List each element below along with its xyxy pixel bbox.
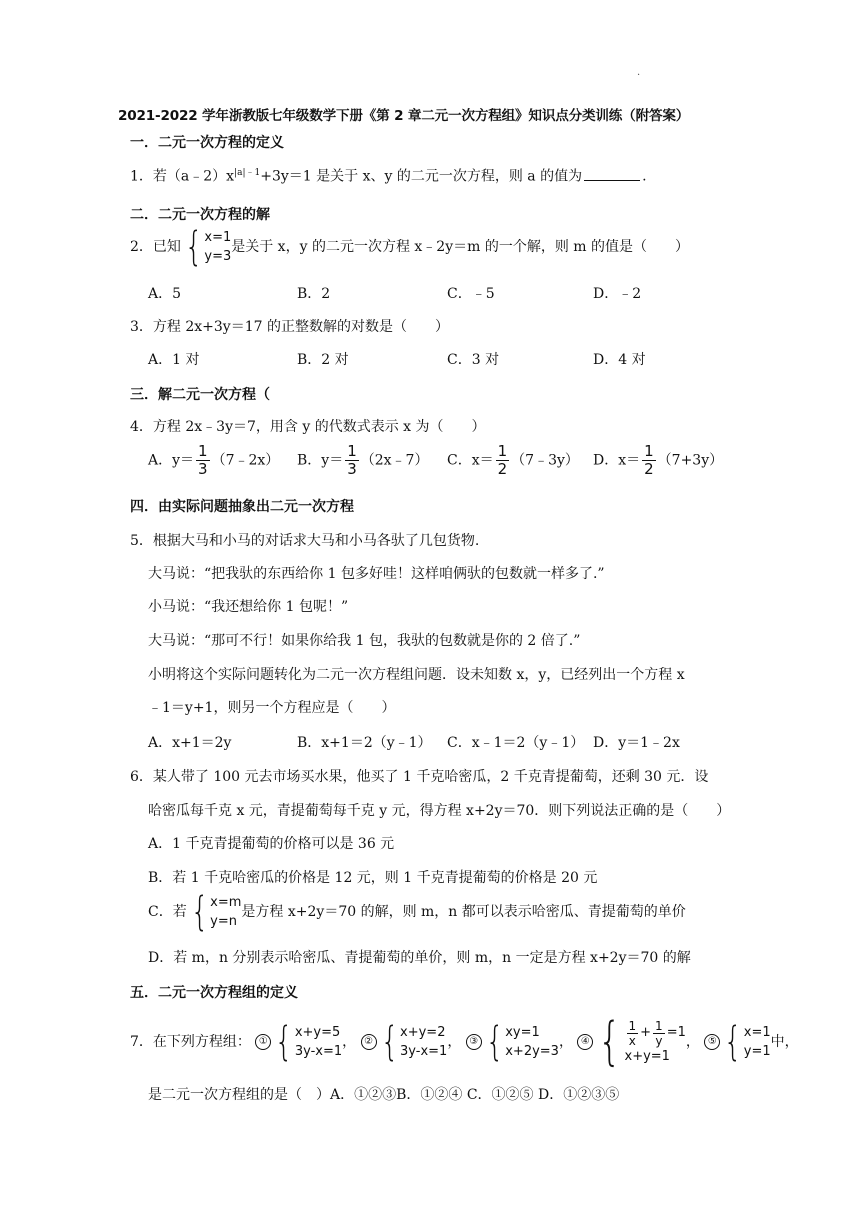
- q7s4-row2: x+y=1: [624, 1048, 670, 1064]
- q4-option-b[interactable]: [297, 443, 428, 478]
- brace-icon: {: [380, 1019, 399, 1065]
- q7s2-row1: x+y=2: [400, 1025, 446, 1040]
- brace-icon: {: [275, 1019, 294, 1065]
- q4-option-c[interactable]: [447, 443, 579, 478]
- circled-4-icon: ④: [577, 1034, 593, 1050]
- q7s4-frac1-num: 1: [628, 1018, 637, 1033]
- q6-option-a[interactable]: A．1 千克青提葡萄的价格可以是 36 元: [148, 836, 395, 852]
- q3-option-b[interactable]: B．2 对: [297, 352, 349, 368]
- q4a-pre: A．y＝: [148, 452, 195, 469]
- q6c-sys-row1: x=m: [210, 895, 242, 910]
- question-1: [130, 165, 647, 186]
- q2-post: 是关于 x，y 的二元一次方程 x﹣2y＝m 的一个解，则 m 的值是（ ）: [231, 239, 690, 255]
- q7-system-4: [577, 1012, 686, 1072]
- q1-number: 1．: [130, 168, 153, 185]
- q7s4-frac2-num: 1: [655, 1018, 663, 1033]
- q6-option-b[interactable]: B．若 1 千克哈密瓜的价格是 12 元，则 1 千克青提葡萄的价格是 20 元: [148, 870, 598, 886]
- q4c-pre: C．x＝: [447, 452, 494, 469]
- q7s1-row2: 3y-x=1: [294, 1044, 343, 1059]
- q4c-num: 1: [497, 442, 508, 460]
- q6c-system: [187, 889, 242, 935]
- q7-pre: 7．在下列方程组：: [130, 1034, 251, 1050]
- q7-system-1: [255, 1019, 343, 1065]
- q4b-post: （2x﹣7）: [360, 452, 429, 469]
- q7s4-row1: [625, 1019, 686, 1048]
- brace-icon: {: [190, 889, 209, 935]
- brace-icon: {: [724, 1019, 742, 1065]
- q3-option-a[interactable]: A．1 对: [148, 352, 200, 368]
- q6c-sys-row2: y=n: [210, 914, 237, 929]
- q7s5-row2: y=1: [743, 1044, 771, 1059]
- circled-1-icon: ①: [255, 1034, 271, 1050]
- q6-line-1: 6．某人带了 100 元去市场买水果，他买了 1 千克哈密瓜，2 千克青提葡萄，还剩 30 元．设: [130, 769, 709, 785]
- q4a-post: （7﹣2x）: [211, 452, 280, 469]
- q5-option-b[interactable]: B．x+1＝2（y﹣1）: [297, 735, 432, 751]
- q2-option-b[interactable]: B．2: [297, 286, 331, 302]
- header-dot: ·: [637, 70, 641, 81]
- q2-option-a[interactable]: A．5: [148, 286, 182, 302]
- q4a-fraction: [196, 443, 210, 478]
- q7s4-frac1-den: x: [628, 1033, 636, 1048]
- q4d-post: （7+3y）: [657, 452, 724, 469]
- question-2: [130, 224, 690, 270]
- q2-option-c[interactable]: C．﹣5: [447, 286, 495, 302]
- q5-option-a[interactable]: A．x+1＝2y: [148, 735, 232, 751]
- question-3: 3．方程 2x+3y＝17 的正整数解的对数是（ ）: [130, 319, 449, 335]
- q5-line-4: 大马说：“那可不行！如果你给我 1 包，我驮的包数就是你的 2 倍了.”: [148, 633, 581, 649]
- q7-system-5: [704, 1019, 771, 1065]
- q3-option-c[interactable]: C．3 对: [447, 352, 500, 368]
- q7-sep3: ，: [558, 1034, 573, 1050]
- q4d-pre: D．x＝: [593, 452, 641, 469]
- q2-option-d[interactable]: D．﹣2: [593, 286, 642, 302]
- brace-icon: {: [598, 1012, 622, 1072]
- q4a-num: 1: [198, 442, 208, 460]
- section-heading-2: 二．二元一次方程的解: [130, 207, 270, 223]
- brace-icon: {: [184, 224, 203, 270]
- section-heading-3: 三．解二元一次方程（: [130, 387, 270, 403]
- q7s3-row1: xy=1: [505, 1025, 540, 1040]
- q4b-pre: B．y＝: [297, 452, 344, 469]
- q2-pre: 已知: [152, 239, 181, 255]
- circled-5-icon: ⑤: [704, 1034, 720, 1050]
- q4c-fraction: [496, 443, 510, 478]
- q5-option-c[interactable]: C．x﹣1＝2（y﹣1）: [447, 735, 585, 751]
- q7s5-row1: x=1: [743, 1025, 771, 1040]
- q7s1-row1: x+y=5: [294, 1025, 341, 1040]
- q5-line-5: 小明将这个实际问题转化为二元一次方程组问题．设未知数 x，y，已经列出一个方程 x: [148, 667, 685, 683]
- circled-3-icon: ③: [466, 1034, 482, 1050]
- brace-icon: {: [485, 1019, 504, 1065]
- circled-2-icon: ②: [361, 1034, 377, 1050]
- q1-text-b: +3y＝1 是关于 x、y 的二元一次方程，则 a 的值为: [260, 168, 583, 185]
- question-4: 4．方程 2x﹣3y＝7，用含 y 的代数式表示 x 为（ ）: [130, 419, 486, 435]
- q7s4-frac2-den: y: [655, 1033, 663, 1048]
- q4c-den: 2: [497, 460, 508, 478]
- q2-sys-row2: y=3: [204, 249, 232, 264]
- q4a-den: 3: [198, 460, 208, 478]
- q4b-fraction: [345, 443, 359, 478]
- q7s2-row2: 3y-x=1: [400, 1044, 448, 1059]
- section-heading-4: 四．由实际问题抽象出二元一次方程: [130, 499, 354, 515]
- q7-zhong: 中，: [770, 1034, 799, 1050]
- q4c-post: （7﹣3y）: [511, 452, 579, 469]
- q7s4-plus: +: [640, 1025, 652, 1040]
- q1-exponent: |a|﹣1: [234, 168, 261, 178]
- q4b-num: 1: [347, 442, 357, 460]
- q7-sep1: ，: [342, 1034, 357, 1050]
- q6-option-d[interactable]: D．若 m，n 分别表示哈密瓜、青提葡萄的单价，则 m，n 一定是方程 x+2y＝70 的解: [148, 950, 691, 966]
- q4-option-d[interactable]: [593, 443, 723, 478]
- q2-system: [181, 224, 232, 270]
- q4d-fraction: [642, 443, 656, 478]
- q2-number: 2．: [130, 239, 153, 255]
- section-heading-1: 一．二元一次方程的定义: [130, 135, 284, 151]
- q6c-pre: C．若: [148, 904, 187, 920]
- q2-sys-row1: x=1: [204, 230, 232, 245]
- q5-line-2: 大马说：“把我驮的东西给你 1 包多好哇！这样咱俩驮的包数就一样多了.”: [148, 566, 605, 582]
- q4d-num: 1: [644, 442, 654, 460]
- q6-line-2: 哈密瓜每千克 x 元，青提葡萄每千克 y 元，得方程 x+2y＝70．则下列说法正确的是（ ）: [148, 803, 731, 819]
- q7-line-2: 是二元一次方程组的是（ ）A．①②③B．①②④ C．①②⑤ D．①②③⑤: [148, 1087, 620, 1103]
- q7s3-row2: x+2y=3: [505, 1044, 559, 1059]
- q7-sep4: ，: [685, 1034, 700, 1050]
- q3-option-d[interactable]: D．4 对: [593, 352, 646, 368]
- q1-answer-blank[interactable]: [584, 168, 640, 181]
- q7s4-eq: =1: [666, 1025, 686, 1040]
- q5-line-3: 小马说：“我还想给你 1 包呢！”: [148, 599, 349, 615]
- section-heading-5: 五．二元一次方程组的定义: [130, 985, 298, 1001]
- question-7: [130, 1012, 799, 1072]
- q6-option-c[interactable]: [148, 889, 686, 935]
- q5-option-d[interactable]: D．y＝1﹣2x: [593, 735, 680, 751]
- q1-text-a: 若（a﹣2）x: [152, 168, 235, 185]
- q1-end: .: [642, 168, 647, 185]
- q4-option-a[interactable]: [148, 443, 279, 478]
- q4d-den: 2: [644, 460, 654, 478]
- q7-system-3: [466, 1019, 559, 1065]
- q7-system-2: [361, 1019, 448, 1065]
- q7-sep2: ，: [447, 1034, 462, 1050]
- document-title: 2021-2022 学年浙教版七年级数学下册《第 2 章二元一次方程组》知识点分类训练（附答案）: [118, 108, 690, 124]
- q6c-post: 是方程 x+2y＝70 的解，则 m，n 都可以表示哈密瓜、青提葡萄的单价: [241, 904, 686, 920]
- q5-line-1: 5．根据大马和小马的对话求大马和小马各驮了几包货物.: [130, 533, 480, 549]
- q4b-den: 3: [347, 460, 357, 478]
- q5-line-6: ﹣1＝y+1，则另一个方程应是（ ）: [148, 700, 396, 716]
